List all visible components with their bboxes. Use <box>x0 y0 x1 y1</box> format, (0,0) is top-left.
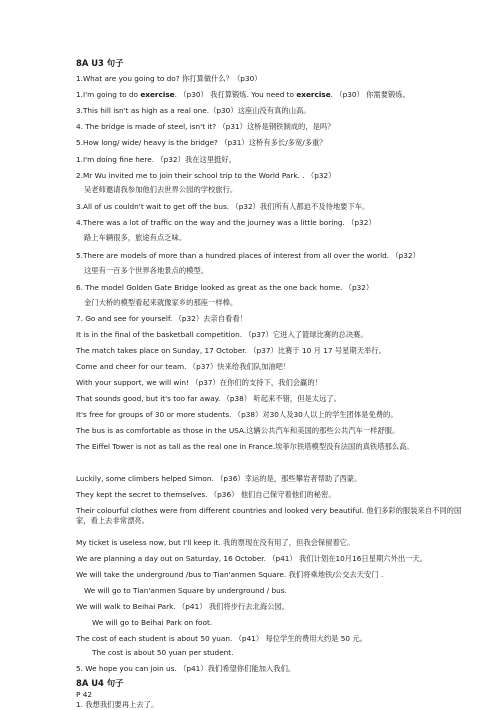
unit3-heading: 8A U3 句子 <box>76 58 124 68</box>
sentence-line: It is in the final of the basketball competition. （p37）它进入了篮球比赛的总决赛。 <box>76 330 368 339</box>
sentence-line: Come and cheer for our team. （p37）快来给我们队加油吧！ <box>76 362 291 371</box>
sentence-line: 1. 我想我们要再上去了。 <box>76 700 159 709</box>
sentence-line: With your support, we will win! （p37）在你们的支持下，我们会赢的！ <box>76 378 322 387</box>
sentence-translation: 金门大桥的模型看起来就像家乡的那座一样棒。 <box>84 298 238 307</box>
sentence-line: The Eiffel Tower is not as tall as the real one in France.埃菲尔铁塔模型没有法国的真铁塔那么高。 <box>76 442 414 451</box>
sentence-line: That sounds good, but it's too far away. （p38） 听起来不错，但是太远了。 <box>76 394 341 403</box>
sentence-translation: 吴老师邀请我参加他们去世界公园的学校旅行。 <box>84 185 238 194</box>
sentence-line: It's free for groups of 30 or more students. （p38）对30人及30人以上的学生团体是免费的。 <box>76 410 398 419</box>
sentence-line: The cost is about 50 yuan per student. <box>92 648 234 657</box>
sentence-line: The bus is as comfortable as those in the USA.这辆公共汽车和美国的那些公共汽车一样舒服。 <box>76 426 400 435</box>
sentence-line: We will take the underground /bus to Tian'anmen Square. 我们将乘地铁/公交去天安门 . <box>76 570 384 579</box>
sentence-line: They kept the secret to themselves. （p36） 他们自己保守着他们的秘密。 <box>76 490 336 499</box>
sentence-line: We will walk to Beihai Park. （p41） 我们将步行去北海公园。 <box>76 602 290 611</box>
sentence-line: 7. Go and see for yourself. （p32）去亲自看看！ <box>76 314 247 323</box>
sentence-line: 5.How long/ wide/ heavy is the bridge? （p31）这桥有多长/多宽/多重？ <box>76 138 327 147</box>
sentence-line: 3.This hill isn't as high as a real one.（p30）这座山没有真的山高。 <box>76 106 311 115</box>
sentence-line: We will go to Beihai Park on foot. <box>92 618 213 627</box>
sentence-line: 1.I'm doing fine here. （p32）我在这里挺好。 <box>76 155 236 164</box>
page-reference: P 42 <box>76 690 93 699</box>
sentence-line: 4. The bridge is made of steel, isn't it? （p31）这桥是钢铁制成的，是吗？ <box>76 122 335 131</box>
sentence-translation: 这里有一百多个世界各地景点的模型。 <box>84 266 209 275</box>
sentence-line: 5.There are models of more than a hundred places of interest from all over the world. （p32） <box>76 251 420 260</box>
sentence-line: 5. We hope you can join us. （p41）我们希望你们能加入我们。 <box>76 664 296 673</box>
sentence-line: 3.All of us couldn't wait to get off the bus. （p32）我们所有人都迫不及待地要下车。 <box>76 202 370 211</box>
sentence-line: We are planning a day out on Saturday, 16 October. （p41） 我们计划在10月16日星期六外出一天。 <box>76 554 428 563</box>
sentence-line: Their colourful clothes were from different countries and looked very beautiful. 他们多彩的服装来自不同的国家，看上去非常漂亮。 <box>76 506 462 525</box>
sentence-line: 4.There was a lot of traffic on the way and the journey was a little boring. （p32） <box>76 218 376 227</box>
sentence-translation: 路上车辆很多，旅途有点乏味。 <box>84 233 187 242</box>
unit4-heading: 8A U4 句子 <box>76 678 124 688</box>
sentence-line: The cost of each student is about 50 yuan. （p41） 每位学生的费用大约是 50 元。 <box>76 634 367 643</box>
sentence-line: We will go to Tian'anmen Square by underground / bus. <box>84 586 287 595</box>
sentence-line: The match takes place on Sunday, 17 October. （p37）比赛于 10 月 17 号星期天举行。 <box>76 346 386 355</box>
sentence-line: Luckily, some climbers helped Simon. （p36）幸运的是，那些攀岩者帮助了西蒙。 <box>76 474 362 483</box>
sentence-line-exercise: 1.I'm going to do exercise. （p30） 我打算锻炼. You need to exercise. （p30） 你需要锻炼。 <box>76 90 410 99</box>
sentence-line: My ticket is useless now, but I'll keep it. 我的票现在没有用了，但我会保留着它。 <box>76 538 355 547</box>
sentence-line: 1.What are you going to do? 你打算做什么？（p30） <box>76 74 262 83</box>
sentence-line: 6. The model Golden Gate Bridge looked as great as the one back home. （p32） <box>76 283 374 292</box>
sentence-line: 2.Mr Wu invited me to join their school trip to the World Park. . （p32） <box>76 171 336 180</box>
